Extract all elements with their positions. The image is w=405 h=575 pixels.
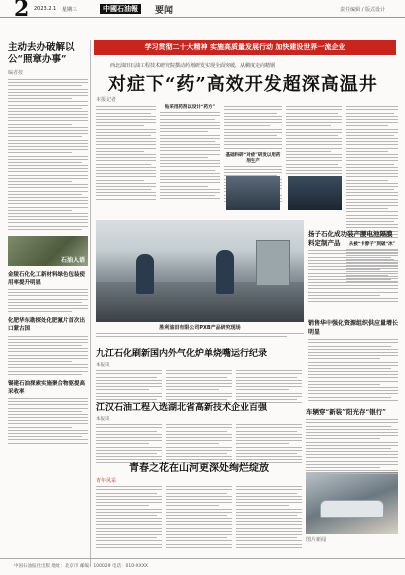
- car-shape: [320, 500, 384, 518]
- story-3: [96, 462, 302, 548]
- lead-photo: [96, 220, 304, 322]
- left-author: 编者按: [8, 70, 24, 76]
- masthead: [0, 0, 405, 22]
- right-info: 责任编辑 / 版式设计: [340, 7, 385, 13]
- lead-kicker: 西北油田石油工程技术研究院撰动药剂研发实现全面突破，从稠度走向精钢: [110, 63, 276, 69]
- lead-headline: 对症下“药”高效开发超深高温井: [108, 74, 378, 95]
- left-body: [8, 79, 88, 230]
- right-photo: [306, 472, 398, 534]
- left-column: [8, 40, 88, 567]
- footer: [0, 558, 405, 575]
- lab-bench: [96, 282, 304, 322]
- lead-subhead: 钻采用药剂以设计“药方”: [164, 105, 216, 110]
- left-headline: 主动去办破解以公“照章办事”: [8, 42, 75, 65]
- right-story-headline: 销售华中强化资源组织供应量增长明显: [308, 320, 399, 336]
- story-headline: 江汉石油工程入选湖北省高新技术企业百强: [96, 403, 268, 413]
- section-name: 要闻: [155, 6, 174, 16]
- right-story-3: [306, 408, 398, 474]
- photo-label: 石油人语: [60, 256, 85, 264]
- inset-photo: [226, 176, 280, 210]
- lead-subhead: 基础科研“对症”研发以用药剂生产: [225, 152, 281, 164]
- banner: [94, 40, 396, 55]
- inset-photo: [288, 176, 342, 210]
- brief-title: 化肥华东勘探处化肥氟片首次出口蒙古国: [8, 318, 86, 333]
- lead-byline: 本报记者: [96, 97, 117, 103]
- story-kicker: 青年风采: [96, 478, 117, 484]
- right-story-headline: 扬子石化成功装产腰电池隔膜料定制产品: [308, 230, 393, 247]
- story-byline: 本报讯: [96, 417, 110, 422]
- lead-photo-caption: 胜利油田有限公司PXB产品研究现场: [159, 325, 241, 331]
- column-divider: [90, 40, 91, 567]
- footer-note: 中国石油报社出版 地址：北京市 邮编：100029 电话：010-XXXX: [14, 564, 149, 569]
- person-figure: [136, 254, 154, 294]
- lead-photo-note: [96, 331, 304, 337]
- story-headline: 青春之花在山河更深处绚烂绽放: [129, 463, 269, 474]
- right-story-headline: 车辆穿“新装”阳光存“银行”: [306, 408, 386, 416]
- brief-title: 金陵石化化工新材料绿色包装使用率提升明显: [8, 271, 86, 286]
- lead-col-4: [286, 104, 342, 174]
- weekday: 星期三: [62, 7, 78, 13]
- brief-title: 锡建石油探索实施聚合物驱提高采收率: [8, 380, 86, 395]
- story-headline: 九江石化刷新国内外气化炉单烧嘴运行纪录: [96, 349, 268, 359]
- story-byline: 本报讯: [96, 363, 110, 368]
- story-1: [96, 348, 302, 403]
- lab-equipment: [256, 240, 290, 286]
- lead-col-1: [96, 104, 156, 200]
- page-number: 2: [14, 0, 30, 22]
- right-story-1: [308, 230, 398, 302]
- story-2: [96, 402, 302, 463]
- issue-date: 2023.2.1: [34, 6, 57, 12]
- paper-name: 中國石油報: [100, 4, 141, 14]
- person-figure: [216, 250, 234, 294]
- banner-text: 学习贯彻二十大精神 实施高质量发展行动 加快建设世界一流企业: [144, 43, 346, 51]
- right-photo-caption: 图片新闻: [306, 537, 327, 543]
- lead-subhead: 从被“卡脖子”到破“冰”: [348, 241, 396, 247]
- left-photo: [8, 236, 88, 266]
- right-story-2: [308, 320, 398, 401]
- lead-col-2: [160, 104, 220, 199]
